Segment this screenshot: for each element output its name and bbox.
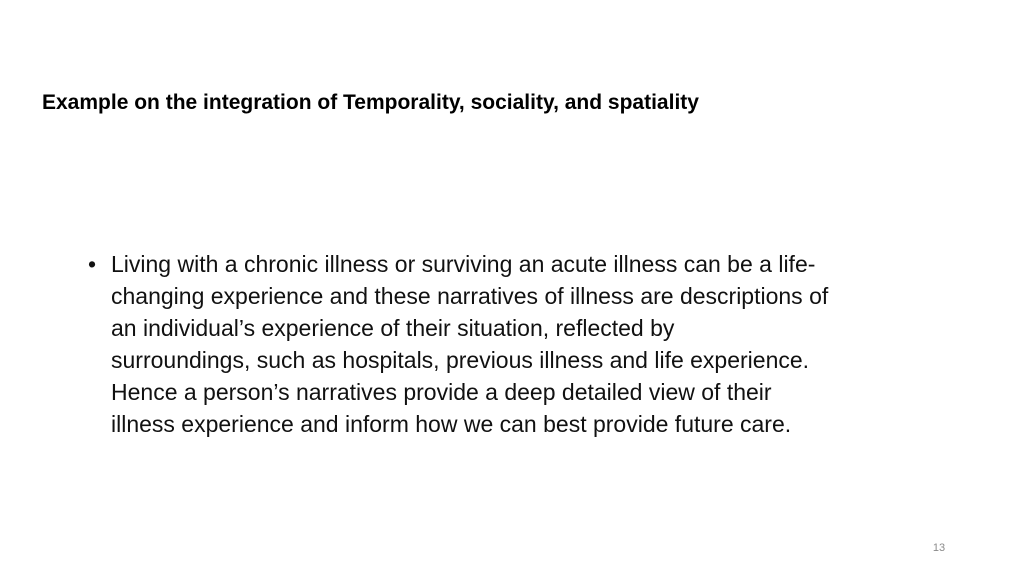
bullet-text-line: Hence a person’s narratives provide a deep detailed view of their	[111, 379, 772, 405]
slide-number: 13	[932, 542, 946, 554]
bullet-text-line: surroundings, such as hospitals, previous illness and life experience.	[111, 347, 810, 373]
bullet-text-line: illness experience and inform how we can best provide future care.	[111, 411, 792, 437]
bullet-text-line: an individual’s experience of their situation, reflected by	[111, 315, 675, 341]
bullet-item	[88, 248, 968, 440]
bullet-text-line: changing experience and these narratives of illness are descriptions of	[111, 283, 829, 309]
bullet-icon: •	[88, 251, 97, 277]
bullet-list	[88, 248, 968, 440]
bullet-text-line: Living with a chronic illness or surviving an acute illness can be a life-	[111, 251, 816, 277]
slide-title: Example on the integration of Temporality, sociality, and spatiality	[42, 91, 699, 114]
